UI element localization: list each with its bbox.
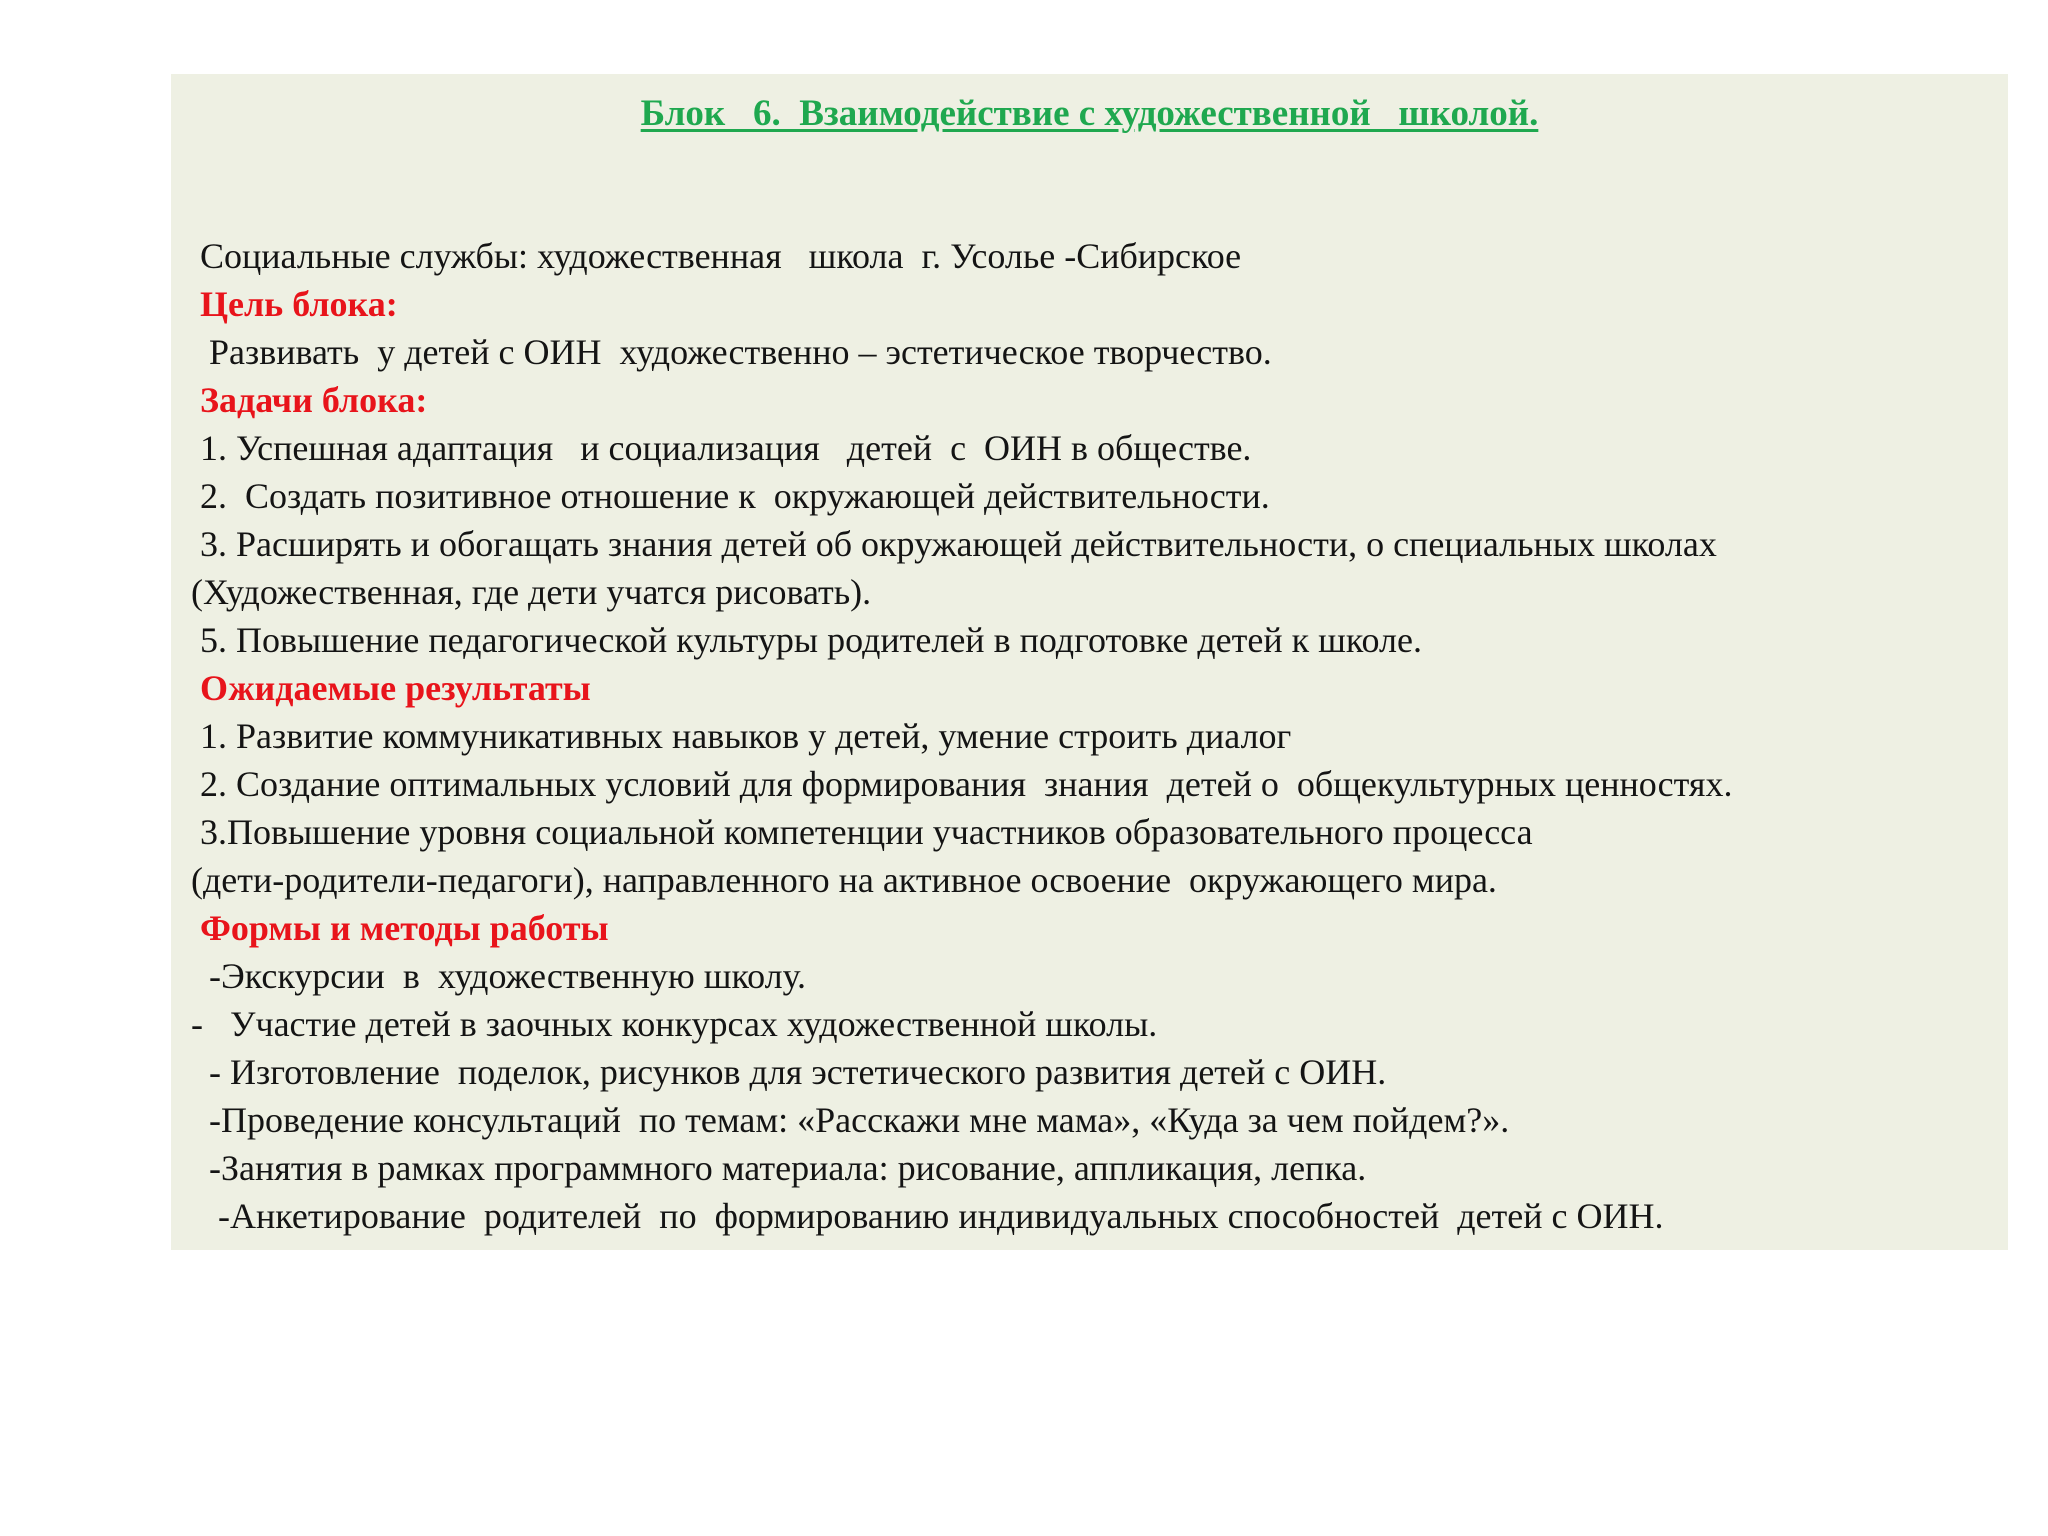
method-item-5: -Занятия в рамках программного материала: рисование, аппликация, лепка. [191,1148,1367,1188]
task-item-3: 3. Расширять и обогащать знания детей об окружающей действительности, о специальных школах [191,524,1717,564]
task-item-2: 2. Создать позитивное отношение к окружающей действительности. [191,476,1270,516]
result-item-3-continued: (дети-родители-педагоги), направленного на активное освоение окружающего мира. [191,860,1497,900]
method-item-4: -Проведение консультаций по темам: «Расскажи мне мама», «Куда за чем пойдем?». [191,1100,1510,1140]
heading-expected-results: Ожидаемые результаты [191,668,591,708]
content-panel [171,74,2008,1250]
text-line-services: Социальные службы: художественная школа г. Усолье -Сибирское [191,236,1242,276]
method-item-2: - Участие детей в заочных конкурсах художественной школы. [191,1004,1158,1044]
document-body [191,232,1991,1240]
method-item-3: - Изготовление поделок, рисунков для эстетического развития детей с ОИН. [191,1052,1387,1092]
page-title: Блок 6. Взаимодействие с художественной школой. [640,93,1539,134]
result-item-1: 1. Развитие коммуникативных навыков у детей, умение строить диалог [191,716,1292,756]
text-line-goal: Развивать у детей с ОИН художественно – эстетическое творчество. [191,332,1272,372]
task-item-5: 5. Повышение педагогической культуры родителей в подготовке детей к школе. [191,620,1422,660]
result-item-3: 3.Повышение уровня социальной компетенции участников образовательного процесса [191,812,1533,852]
method-item-1: -Экскурсии в художественную школу. [191,956,807,996]
task-item-1: 1. Успешная адаптация и социализация детей с ОИН в обществе. [191,428,1252,468]
result-item-2: 2. Создание оптимальных условий для формирования знания детей о общекультурных ценностях. [191,764,1733,804]
heading-forms-methods: Формы и методы работы [191,908,609,948]
heading-goal: Цель блока: [191,284,398,324]
heading-tasks: Задачи блока: [191,380,428,420]
task-item-3-continued: (Художественная, где дети учатся рисовать). [191,572,872,612]
method-item-6: -Анкетирование родителей по формированию индивидуальных способностей детей с ОИН. [191,1196,1664,1236]
